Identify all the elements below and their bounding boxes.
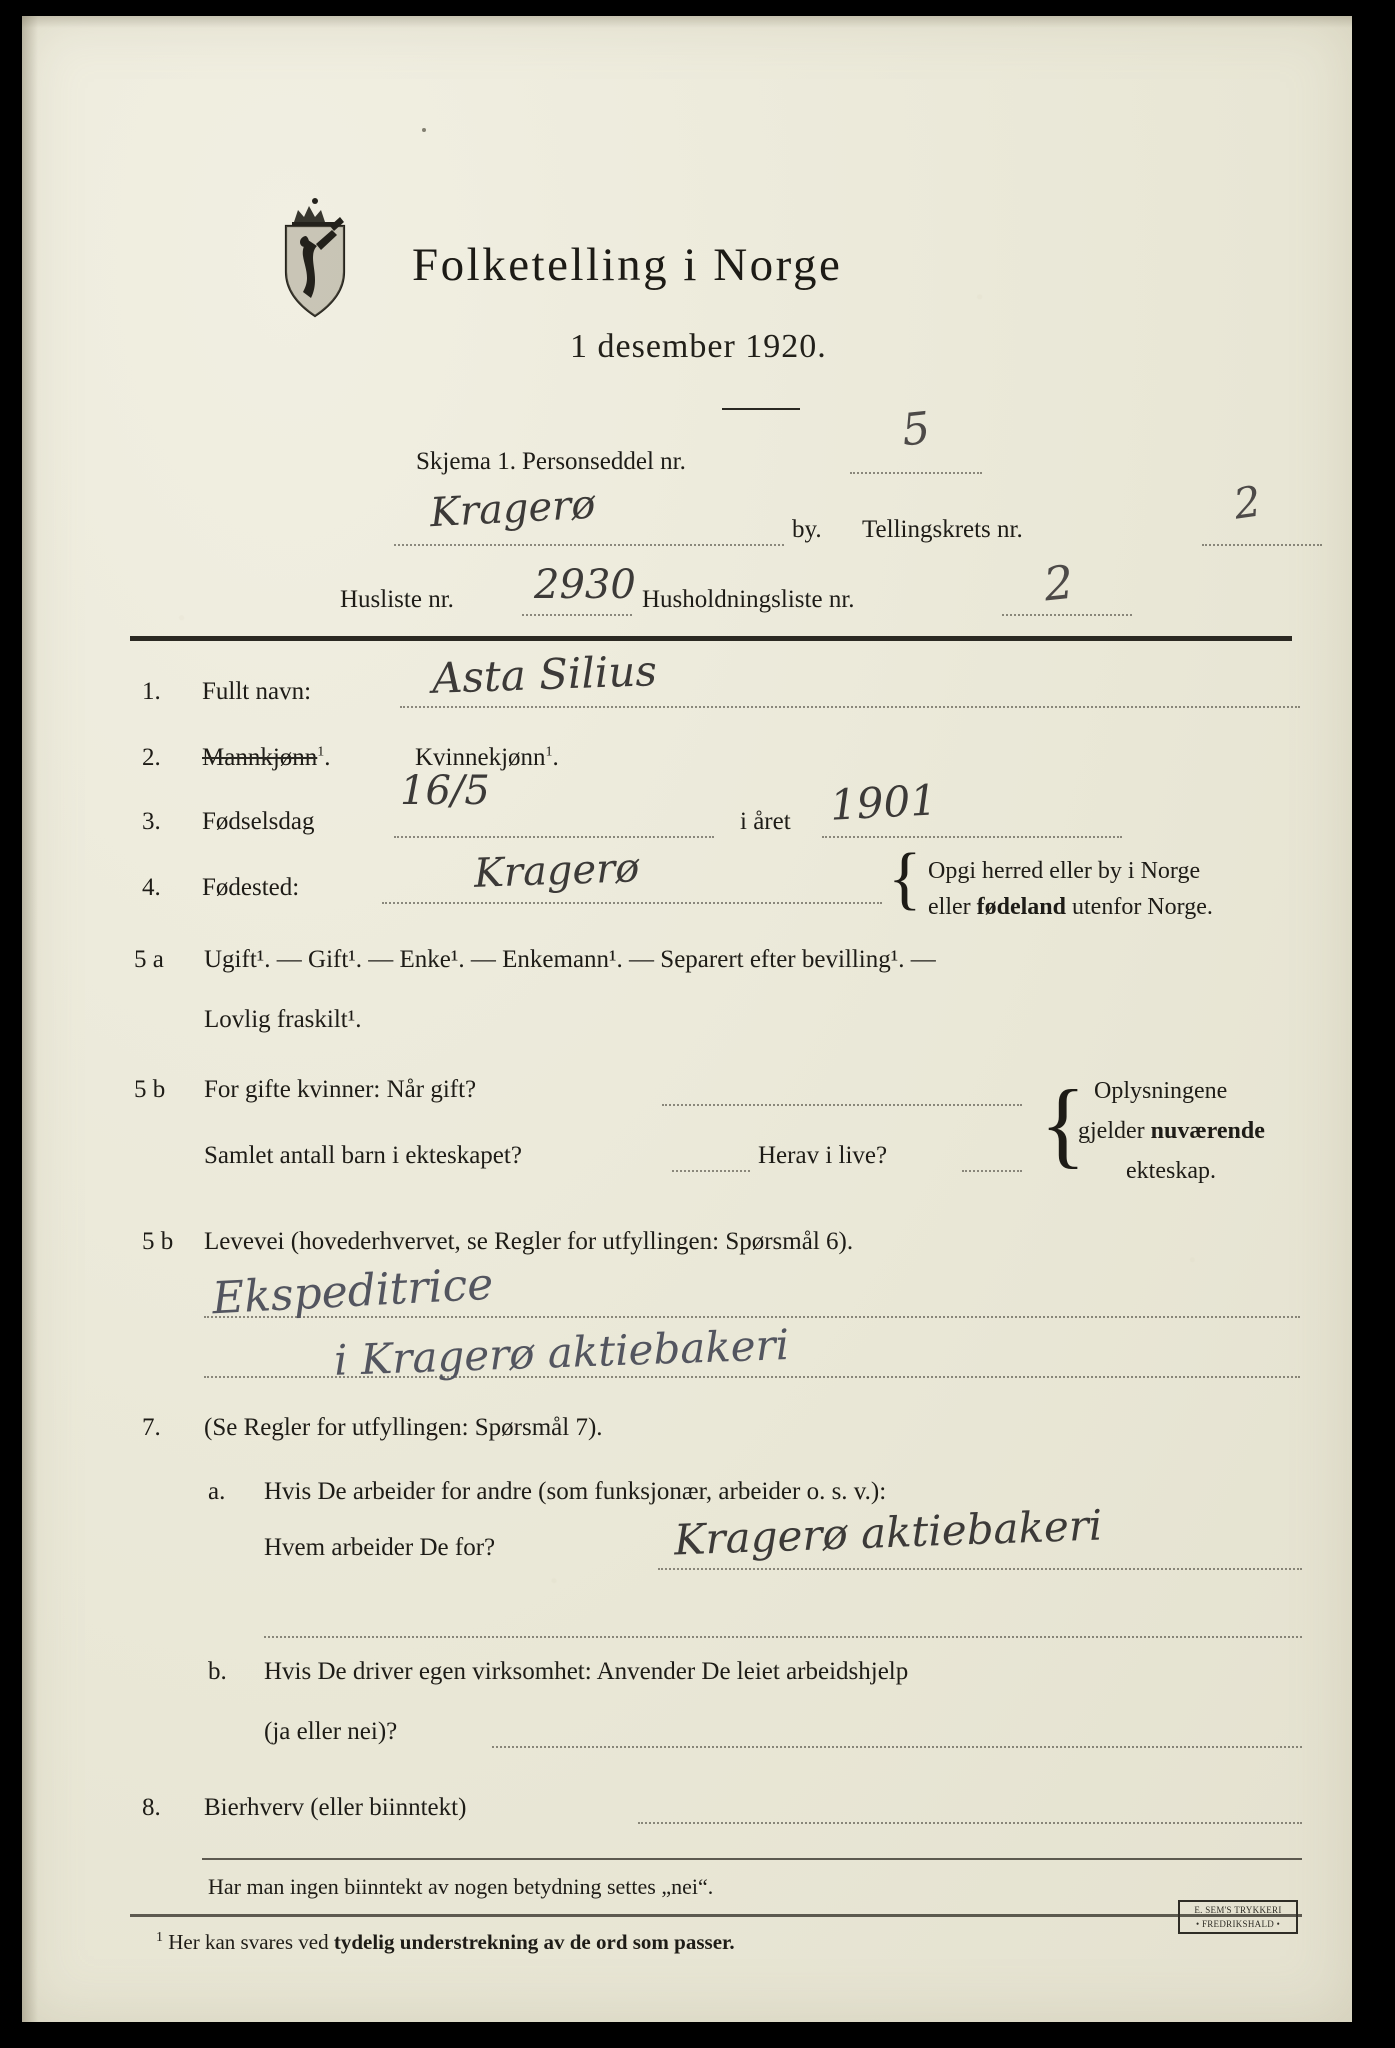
q2-female-label: Kvinnekjønn bbox=[415, 744, 546, 771]
q7b-letter: b. bbox=[208, 1658, 227, 1685]
q5b-label: For gifte kvinner: Når gift? bbox=[204, 1076, 477, 1103]
q3-day-field-line[interactable] bbox=[394, 836, 714, 838]
q4-field-line[interactable] bbox=[382, 902, 882, 904]
tellingskrets-number-handwritten: 2 bbox=[1230, 476, 1265, 529]
q4-note-line1: Opgi herred eller by i Norge bbox=[928, 858, 1201, 884]
q7-label: (Se Regler for utfyllingen: Spørsmål 7). bbox=[204, 1414, 603, 1441]
husholdningsliste-field-line[interactable] bbox=[1002, 614, 1132, 616]
footer-note: Har man ingen biinntekt av nogen betydning settes „nei“. bbox=[208, 1874, 714, 1899]
q4-note-bold: fødeland bbox=[976, 894, 1066, 920]
q5b-note-bold: nuværende bbox=[1150, 1118, 1265, 1144]
q5b-number: 5 b bbox=[134, 1076, 166, 1103]
by-label: by. bbox=[792, 516, 822, 543]
q3-year-field-line[interactable] bbox=[822, 836, 1122, 838]
q4-note-rest: utenfor Norge. bbox=[1066, 894, 1213, 920]
q5b-married-when-field-line[interactable] bbox=[662, 1104, 1022, 1106]
q1-number: 1. bbox=[142, 678, 161, 705]
q2-male-label: Mannkjønn bbox=[202, 744, 318, 771]
q6-answer-handwritten-line1: Ekspeditrice bbox=[210, 1258, 495, 1325]
husholdningsliste-label: Husholdningsliste nr. bbox=[642, 586, 855, 613]
q5a-second-line[interactable]: Lovlig fraskilt¹. bbox=[204, 1006, 362, 1033]
q7-number: 7. bbox=[142, 1414, 161, 1441]
census-form-page bbox=[22, 16, 1352, 2022]
footnote-bold: tydelig understrekning av de ord som passer. bbox=[333, 1930, 735, 1954]
q7b-text: Hvis De driver egen virksomhet: Anvender De leiet arbeidshjelp bbox=[264, 1658, 909, 1685]
place-handwritten: Kragerø bbox=[428, 481, 597, 537]
q3-year-handwritten: 1901 bbox=[828, 775, 939, 830]
q1-label: Fullt navn: bbox=[202, 678, 312, 705]
q7a-letter: a. bbox=[208, 1478, 226, 1505]
q7a-field-line[interactable] bbox=[658, 1568, 1302, 1570]
personseddel-number-handwritten: 5 bbox=[899, 402, 933, 457]
q6-number: 5 b bbox=[142, 1228, 174, 1255]
footer-divider-bottom bbox=[130, 1914, 1302, 1917]
q7a-answer-handwritten: Kragerø aktiebakeri bbox=[673, 1500, 1104, 1565]
husliste-field-line[interactable] bbox=[522, 614, 632, 616]
page-title: Folketelling i Norge bbox=[412, 239, 843, 291]
header-divider bbox=[130, 636, 1292, 641]
footnote-plain: Her kan svares ved bbox=[168, 1930, 334, 1954]
q7a-text: Hvis De arbeider for andre (som funksjonær, arbeider o. s. v.): bbox=[264, 1478, 887, 1505]
q5b-children-question: Samlet antall barn i ekteskapet? bbox=[204, 1142, 522, 1169]
q5b-note-line2 bbox=[1078, 1118, 1265, 1145]
q2-option-female[interactable]: Kvinnekjønn$^1$. bbox=[415, 744, 559, 771]
q2-number: 2. bbox=[142, 744, 161, 771]
q7b-field-line[interactable] bbox=[492, 1746, 1302, 1748]
q5b-children-field-line[interactable] bbox=[672, 1170, 750, 1172]
page-edge-shadow-top bbox=[22, 16, 1352, 28]
tellingskrets-field-line[interactable] bbox=[1202, 544, 1322, 546]
q4-brace: { bbox=[888, 840, 922, 917]
husliste-label: Husliste nr. bbox=[340, 586, 454, 613]
q7a-field-line-2[interactable] bbox=[264, 1636, 1302, 1638]
footnote bbox=[156, 1930, 735, 1955]
q3-label: Fødselsdag bbox=[202, 808, 315, 835]
q4-note-plain: eller bbox=[928, 894, 977, 920]
q5b-brace: { bbox=[1040, 1070, 1087, 1177]
personseddel-field-line[interactable] bbox=[850, 472, 982, 474]
q2-option-male[interactable]: Mannkjønn$^1$. bbox=[202, 744, 331, 771]
q5a-options[interactable]: Ugift¹. — Gift¹. — Enke¹. — Enkemann¹. — Separert efter bevilling¹. — bbox=[204, 946, 936, 973]
q5b-children-alive-question: Herav i live? bbox=[758, 1142, 888, 1169]
q5b-note-line3: ekteskap. bbox=[1126, 1158, 1216, 1184]
q7b-text2: (ja eller nei)? bbox=[264, 1718, 398, 1745]
schema-label: Skjema 1. bbox=[416, 448, 516, 475]
q3-year-label: i året bbox=[740, 808, 791, 835]
q8-field-line[interactable] bbox=[638, 1822, 1302, 1824]
ink-speck bbox=[422, 128, 426, 132]
census-date: 1 desember 1920. bbox=[570, 328, 827, 365]
q6-answer-handwritten-line2: i Kragerø aktiebakeri bbox=[333, 1320, 790, 1385]
q4-note-line2 bbox=[928, 894, 1213, 921]
q4-label: Fødested: bbox=[202, 874, 300, 901]
q4-number: 4. bbox=[142, 874, 161, 901]
norwegian-coat-of-arms-icon bbox=[272, 192, 358, 324]
tellingskrets-label: Tellingskrets nr. bbox=[862, 516, 1023, 543]
page-edge-shadow-left bbox=[22, 16, 38, 2022]
printer-line-2: • FREDRIKSHALD • bbox=[1195, 1918, 1281, 1929]
place-field-line[interactable] bbox=[394, 544, 784, 546]
q5a-number: 5 a bbox=[134, 946, 164, 973]
husliste-number-handwritten: 2930 bbox=[534, 562, 636, 608]
q8-number: 8. bbox=[142, 1794, 161, 1821]
footnote-marker: 1 bbox=[156, 1930, 163, 1945]
printer-imprint bbox=[1178, 1900, 1298, 1934]
q1-answer-handwritten: Asta Silius bbox=[431, 646, 658, 703]
title-divider bbox=[722, 408, 800, 410]
husholdningsliste-number-handwritten: 2 bbox=[1041, 554, 1077, 612]
q4-answer-handwritten: Kragerø bbox=[473, 845, 641, 897]
q6-label: Levevei (hovederhvervet, se Regler for utfyllingen: Spørsmål 6). bbox=[204, 1228, 854, 1255]
q6-field-line-1[interactable] bbox=[204, 1316, 1300, 1318]
q5b-note-line1: Oplysningene bbox=[1094, 1078, 1228, 1104]
q1-field-line[interactable] bbox=[400, 706, 1300, 708]
q8-label: Bierhverv (eller biinntekt) bbox=[204, 1794, 467, 1821]
footer-divider-top bbox=[202, 1858, 1302, 1860]
q3-number: 3. bbox=[142, 808, 161, 835]
personseddel-label: Personseddel nr. bbox=[522, 448, 686, 475]
q5b-children-alive-field-line[interactable] bbox=[962, 1170, 1022, 1172]
q7a-question: Hvem arbeider De for? bbox=[264, 1534, 496, 1561]
q5b-note-plain: gjelder bbox=[1078, 1118, 1151, 1144]
printer-line-1: E. SEM'S TRYKKERI bbox=[1194, 1905, 1282, 1915]
q3-day-handwritten: 16/5 bbox=[400, 768, 490, 814]
